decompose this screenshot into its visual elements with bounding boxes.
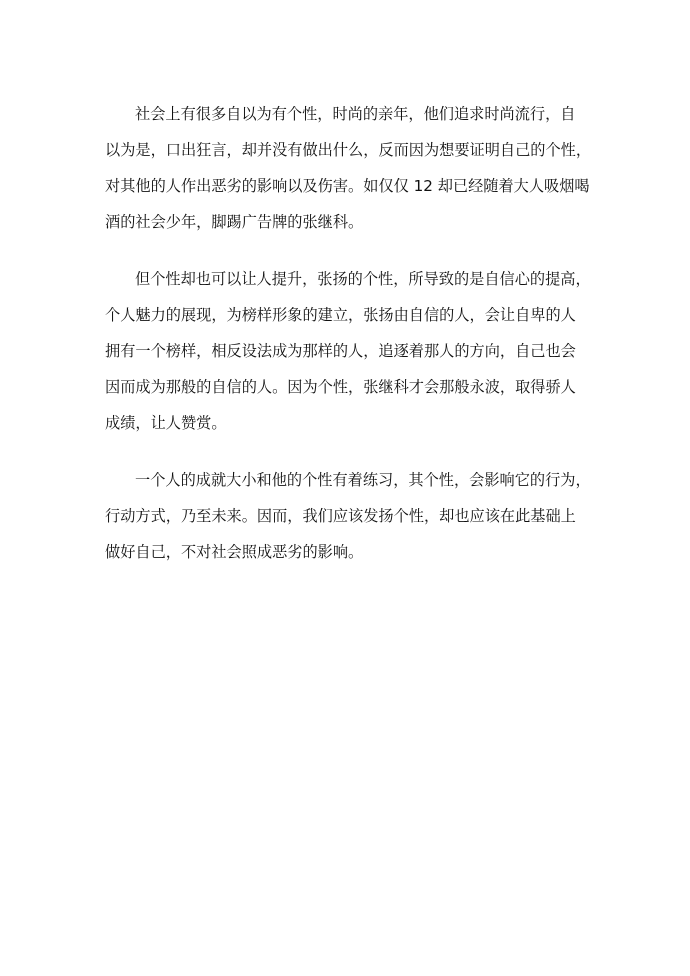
text-line: 以为是，口出狂言，却并没有做出什么，反而因为想要证明自己的个性， [105,141,591,159]
text-line: 成绩，让人赞赏。 [105,414,227,432]
text-line: 社会上有很多自以为有个性，时尚的亲年，他们追求时尚流行，自 [135,105,576,123]
document-body [105,96,589,591]
text-line: 一个人的成就大小和他的个性有着练习，其个性，会影响它的行为， [135,471,591,489]
text-line: 因而成为那般的自信的人。因为个性，张继科才会那般永波，取得骄人 [105,378,576,396]
paragraph-3 [105,462,589,570]
text-line: 做好自己，不对社会照成恶劣的影响。 [105,543,364,561]
text-line: 个人魅力的展现，为榜样形象的建立，张扬由自信的人，会让自卑的人 [105,306,576,324]
text-line: 对其他的人作出恶劣的影响以及伤害。如仅仅 12 却已经随着大人吸烟喝 [105,177,590,195]
paragraph-2 [105,261,589,441]
text-line: 行动方式，乃至未来。因而，我们应该发扬个性，却也应该在此基础上 [105,507,576,525]
text-line: 酒的社会少年，脚踢广告牌的张继科。 [105,213,364,231]
text-line: 但个性却也可以让人提升，张扬的个性，所导致的是自信心的提高， [135,270,591,288]
text-line: 拥有一个榜样，相反设法成为那样的人，追逐着那人的方向，自己也会 [105,342,576,360]
paragraph-1 [105,96,589,240]
